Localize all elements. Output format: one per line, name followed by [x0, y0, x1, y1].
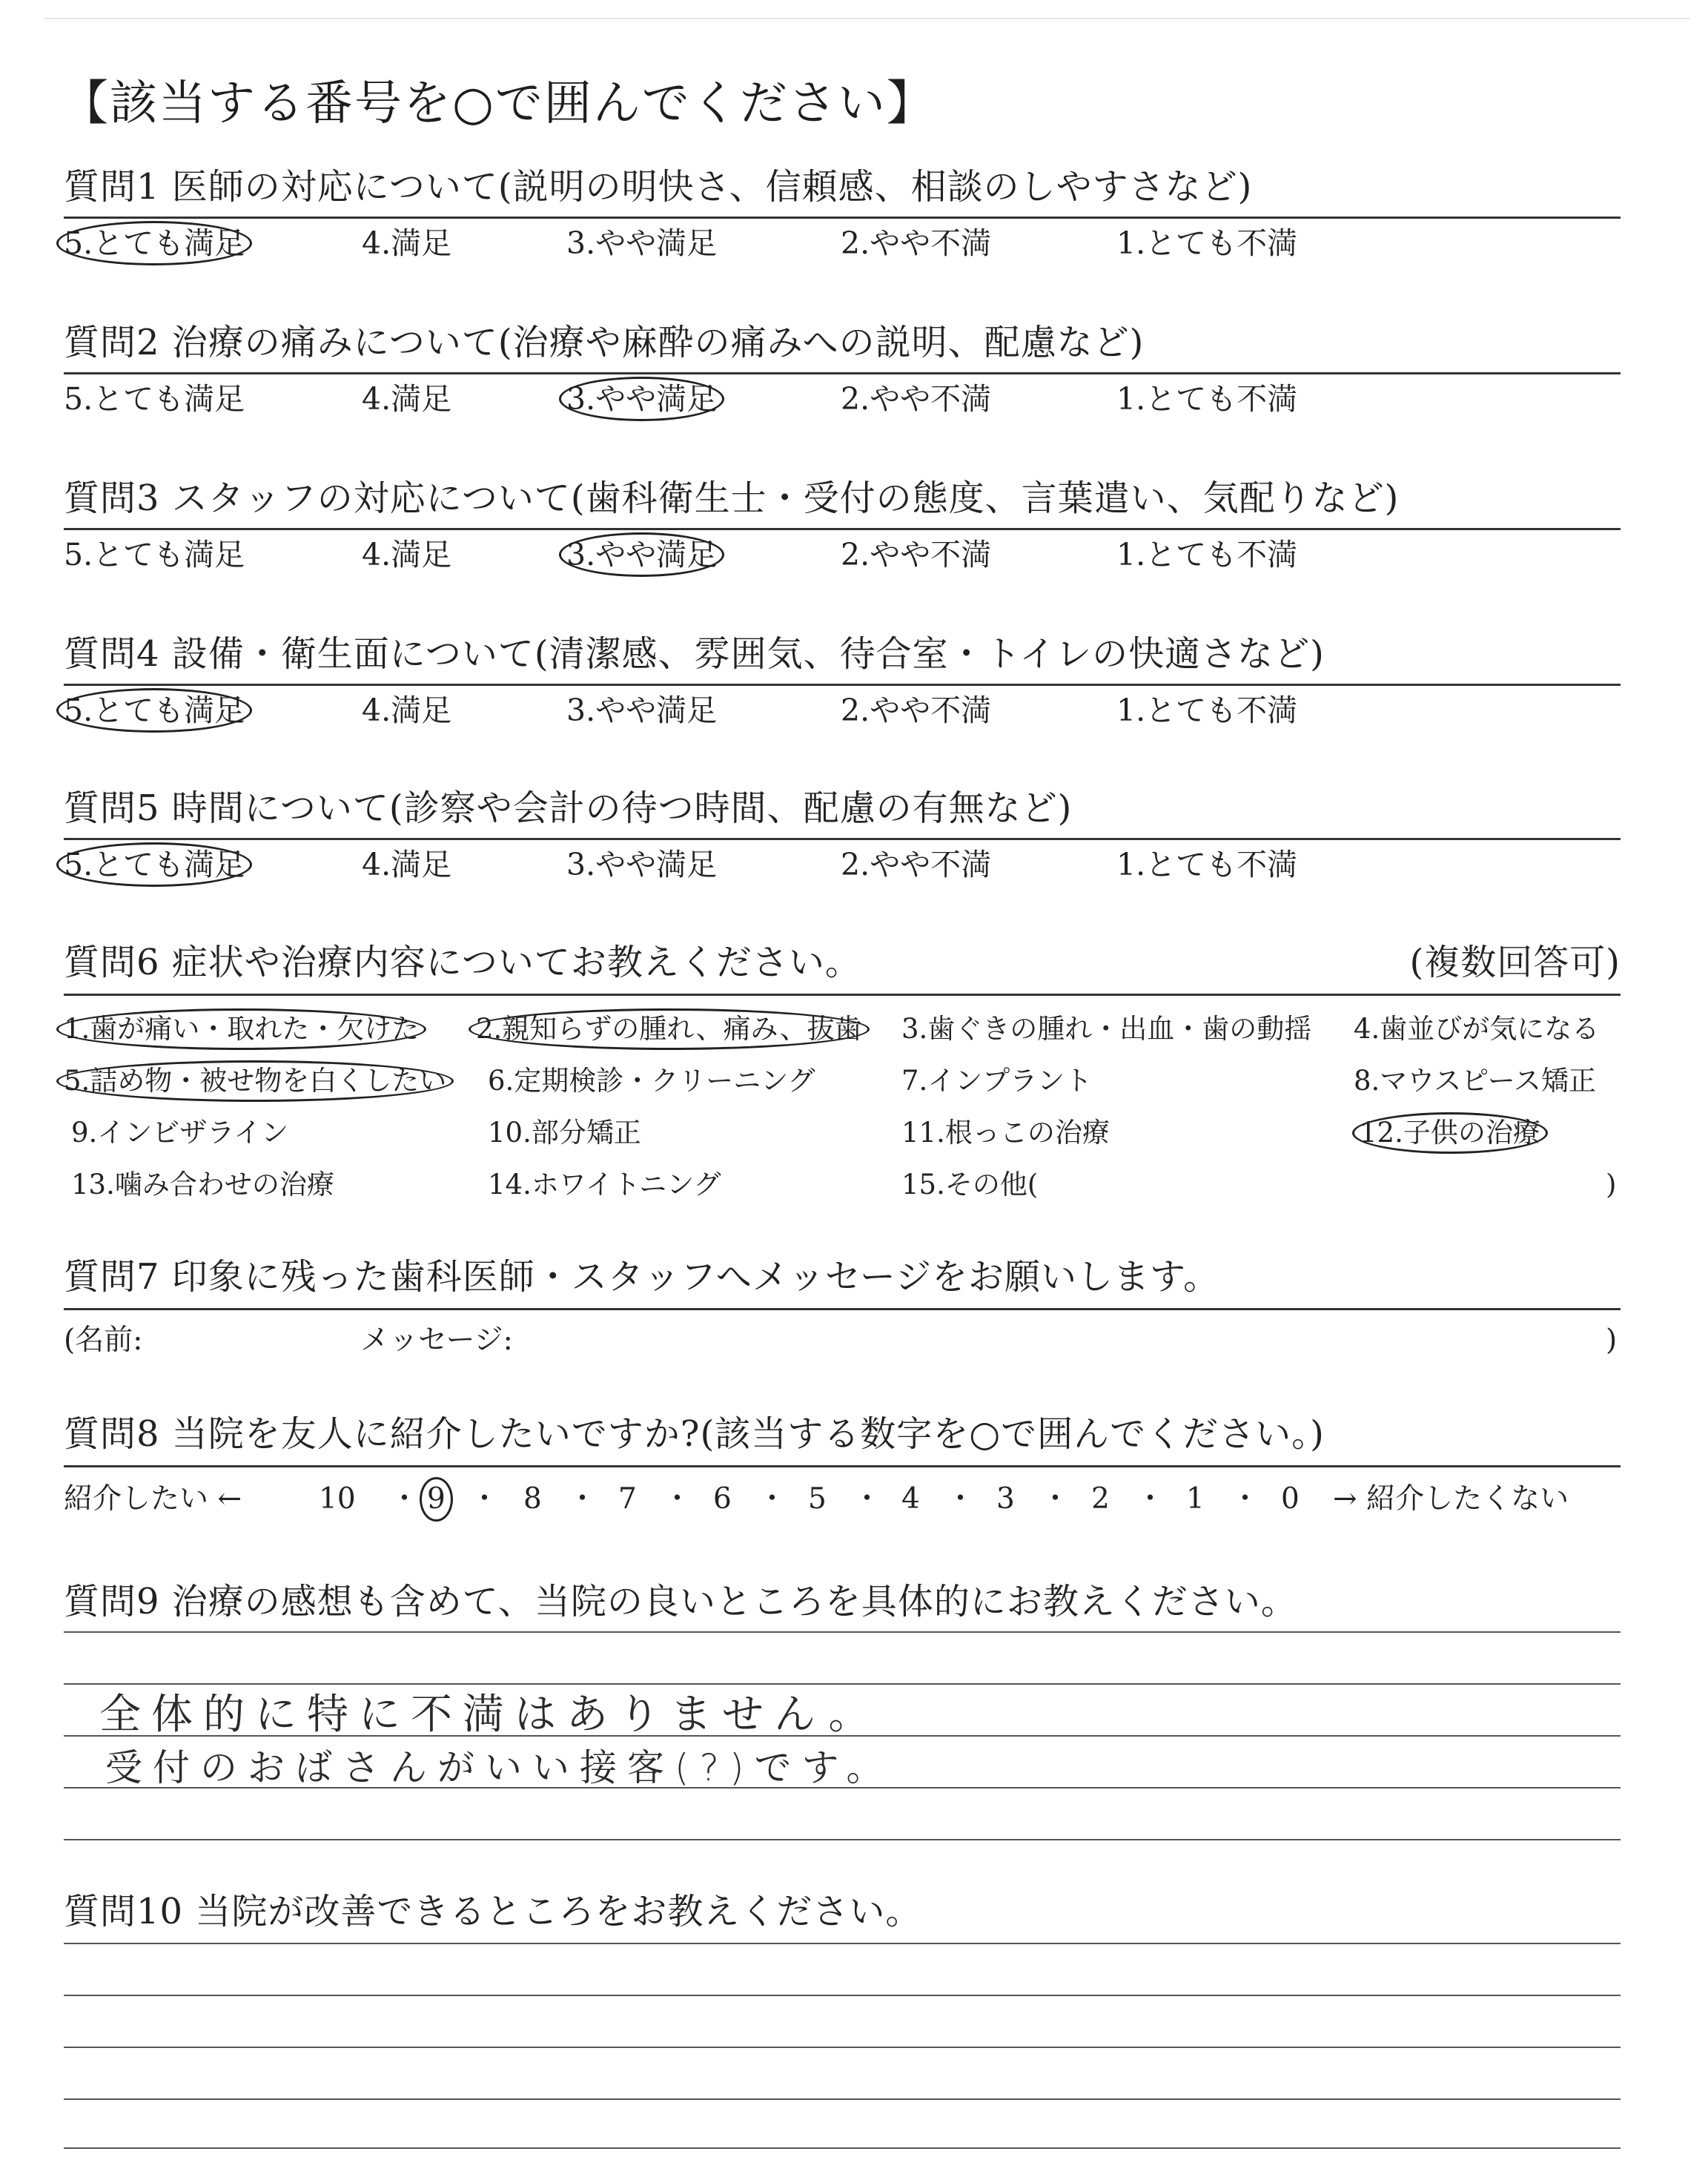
rating-option-2[interactable]: 2.やや不満 [841, 225, 992, 261]
rating-option-4[interactable]: 4.満足 [362, 693, 452, 728]
rating-option-2[interactable]: 2.やや不満 [841, 537, 992, 572]
question-rule [64, 217, 1621, 219]
question-2 [64, 319, 1621, 417]
writing-line [64, 2098, 1621, 2100]
scale-separator: ・ [1231, 1482, 1260, 1516]
rating-option-5[interactable] [64, 690, 245, 731]
question-7 [64, 1253, 1621, 1364]
rating-option-1[interactable]: 1.とても不満 [1116, 847, 1298, 882]
question-6 [64, 939, 1621, 1213]
question-8 [64, 1410, 1621, 1529]
writing-line [64, 1839, 1621, 1840]
scale-separator: ・ [568, 1482, 598, 1516]
scale-left-label: 紹介したい ← [64, 1482, 242, 1516]
writing-line [64, 1631, 1621, 1633]
selection-circle: 5.とても満足 [64, 690, 245, 731]
rating-option-3[interactable] [566, 378, 717, 420]
message-row [64, 1320, 1621, 1361]
page-header: 【該当する番号を○で囲んでください】 [61, 76, 936, 131]
scale-separator: ・ [390, 1482, 420, 1516]
rating-option-4[interactable]: 4.満足 [362, 381, 452, 417]
scale-separator: ・ [1136, 1482, 1165, 1516]
scale-value-8[interactable]: 8 [523, 1482, 542, 1516]
message-label[interactable]: メッセージ: [360, 1324, 513, 1357]
question-rule [64, 994, 1621, 996]
scale-value-1[interactable]: 1 [1186, 1482, 1205, 1516]
symptom-option-15[interactable]: 15.その他( [901, 1169, 1039, 1200]
symptom-option-5[interactable] [64, 1062, 446, 1100]
writing-line [64, 2147, 1621, 2149]
question-rule [64, 684, 1621, 686]
scale-separator: ・ [470, 1482, 500, 1516]
writing-line [64, 1995, 1621, 1996]
rating-option-5[interactable] [64, 222, 245, 264]
rating-option-3[interactable]: 3.やや満足 [566, 693, 718, 728]
symptom-option-10[interactable]: 10.部分矯正 [488, 1117, 641, 1149]
other-close-paren: ) [1606, 1169, 1617, 1200]
symptom-option-12[interactable] [1360, 1114, 1540, 1152]
rating-option-3[interactable]: 3.やや満足 [566, 847, 718, 882]
rating-option-1[interactable]: 1.とても不満 [1116, 537, 1298, 572]
rating-options [64, 378, 1621, 420]
question-title [64, 939, 1621, 986]
question-1 [64, 163, 1621, 261]
symptom-option-4[interactable]: 4.歯並びが気になる [1354, 1013, 1600, 1045]
scale-separator: ・ [663, 1482, 692, 1516]
question-rule [64, 528, 1621, 530]
question-title: 質問2 治療の痛みについて(治療や麻酔の痛みへの説明、配慮など) [64, 322, 1145, 363]
rating-option-5[interactable]: 5.とても満足 [64, 537, 245, 572]
symptom-option-6[interactable]: 6.定期検診・クリーニング [488, 1065, 815, 1097]
recommend-scale [64, 1479, 1621, 1520]
rating-option-5[interactable]: 5.とても満足 [64, 381, 245, 417]
rating-option-1[interactable]: 1.とても不満 [1116, 693, 1298, 728]
question-4 [64, 630, 1621, 728]
symptom-option-3[interactable]: 3.歯ぐきの腫れ・出血・歯の動揺 [901, 1013, 1312, 1045]
scale-value-7[interactable]: 7 [618, 1482, 637, 1516]
question-title: 質問5 時間について(診察や会計の待つ時間、配慮の有無など) [64, 787, 1073, 829]
question-title: 質問4 設備・衛生面について(清潔感、雰囲気、待合室・トイレの快適さなど) [64, 633, 1325, 675]
rating-options [64, 844, 1621, 885]
question-rule [64, 838, 1621, 840]
symptom-option-2[interactable] [476, 1010, 862, 1048]
scale-separator: ・ [946, 1482, 976, 1516]
symptom-option-13[interactable]: 13.噛み合わせの治療 [71, 1169, 334, 1200]
question-title-text: 質問6 症状や治療内容についてお教えください。 [64, 942, 861, 983]
question-10 [64, 1888, 1621, 2155]
rating-options [64, 222, 1621, 264]
scale-value-2[interactable]: 2 [1091, 1482, 1110, 1516]
question-title: 質問10 当院が改善できるところをお教えください。 [64, 1891, 922, 1932]
selection-circle: 5.とても満足 [64, 844, 245, 885]
symptom-option-7[interactable]: 7.インプラント [901, 1065, 1093, 1097]
symptom-option-9[interactable]: 9.インビザライン [71, 1117, 289, 1149]
writing-line [64, 1943, 1621, 1944]
rating-option-4[interactable]: 4.満足 [362, 225, 452, 261]
handwritten-answer-line-1: 全体的に特に不満はありません。 [99, 1691, 881, 1739]
selection-circle: 1.歯が痛い・取れた・欠けた [64, 1010, 419, 1048]
rating-option-1[interactable]: 1.とても不満 [1116, 225, 1298, 261]
question-rule [64, 1465, 1621, 1467]
top-border [44, 18, 1690, 19]
selection-circle: 9 [427, 1479, 446, 1520]
symptom-option-8[interactable]: 8.マウスピース矯正 [1354, 1065, 1596, 1097]
scale-value-10[interactable]: 10 [319, 1482, 356, 1516]
scale-value-6[interactable]: 6 [713, 1482, 732, 1516]
rating-option-3[interactable] [566, 534, 717, 575]
scale-right-label: → 紹介したくない [1333, 1482, 1569, 1516]
rating-option-2[interactable]: 2.やや不満 [841, 381, 992, 417]
question-rule [64, 372, 1621, 374]
rating-option-2[interactable]: 2.やや不満 [841, 847, 992, 882]
question-rule [64, 1308, 1621, 1310]
selection-circle: 3.やや満足 [566, 534, 717, 575]
multiple-answer-note: (複数回答可) [1409, 942, 1621, 983]
selection-circle: 3.やや満足 [566, 378, 717, 420]
symptom-option-1[interactable] [64, 1010, 419, 1048]
symptom-option-11[interactable]: 11.根っこの治療 [901, 1117, 1110, 1149]
message-close-paren: ) [1606, 1324, 1618, 1357]
scale-value-0[interactable]: 0 [1281, 1482, 1300, 1516]
scale-value-3[interactable]: 3 [996, 1482, 1015, 1516]
question-9 [64, 1578, 1621, 1845]
rating-option-4[interactable]: 4.満足 [362, 537, 452, 572]
rating-option-1[interactable]: 1.とても不満 [1116, 381, 1298, 417]
scale-value-5[interactable]: 5 [808, 1482, 827, 1516]
rating-option-4[interactable]: 4.満足 [362, 847, 452, 882]
question-title: 質問3 スタッフの対応について(歯科衛生士・受付の態度、言葉遣い、気配りなど) [64, 478, 1400, 519]
scale-separator: ・ [758, 1482, 787, 1516]
selection-circle: 2.親知らずの腫れ、痛み、抜歯 [476, 1010, 862, 1048]
selection-circle: 5.とても満足 [64, 222, 245, 264]
writing-line [64, 2047, 1621, 2048]
rating-option-5[interactable] [64, 844, 245, 885]
question-title: 質問8 当院を友人に紹介したいですか?(該当する数字を○で囲んでください。) [64, 1413, 1325, 1455]
symptom-option-14[interactable]: 14.ホワイトニング [488, 1169, 721, 1200]
question-title: 質問1 医師の対応について(説明の明快さ、信頼感、相談のしやすさなど) [64, 166, 1253, 208]
question-title: 質問7 印象に残った歯科医師・スタッフへメッセージをお願いします。 [64, 1256, 1220, 1298]
scale-separator: ・ [853, 1482, 882, 1516]
selection-circle: 5.詰め物・被せ物を白くしたい [64, 1062, 446, 1100]
rating-option-3[interactable]: 3.やや満足 [566, 225, 718, 261]
question-title: 質問9 治療の感想も含めて、当院の良いところを具体的にお教えください。 [64, 1581, 1297, 1622]
rating-options [64, 690, 1621, 731]
rating-option-2[interactable]: 2.やや不満 [841, 693, 992, 728]
handwritten-answer-line-2: 受付のおばさんがいい接客(?)です。 [105, 1746, 894, 1789]
selection-circle: 12.子供の治療 [1360, 1114, 1540, 1152]
rating-options [64, 534, 1621, 575]
scale-separator: ・ [1041, 1482, 1070, 1516]
name-label: (名前: [64, 1324, 143, 1357]
scale-value-4[interactable]: 4 [901, 1482, 920, 1516]
question-5 [64, 785, 1621, 882]
question-3 [64, 475, 1621, 572]
